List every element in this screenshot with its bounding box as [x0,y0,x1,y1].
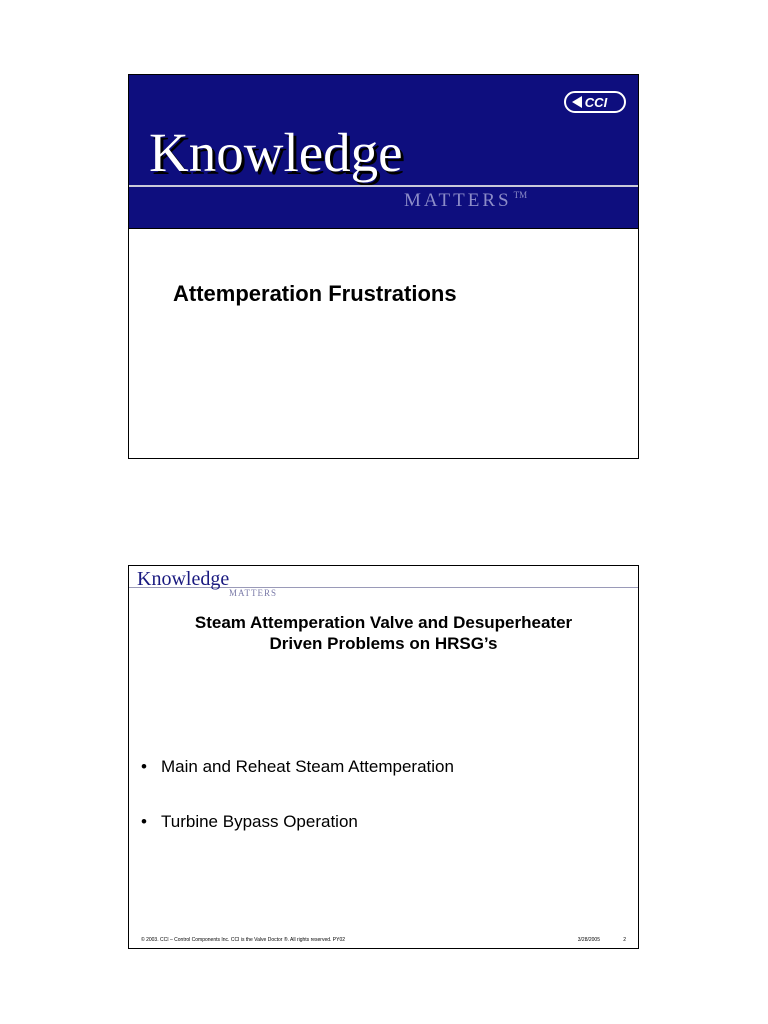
brand-matters-text: MATTERS [404,190,512,211]
brand-matters [404,190,527,212]
cci-logo-icon [564,91,626,113]
bullet-dot-icon: • [141,757,147,776]
logo-text: CCI [584,95,608,110]
footer-copyright: © 2003. CCI – Control Components Inc. CCI is the Valve Doctor ®. All rights reserved. PY02 [141,937,346,943]
slide-2 [128,565,639,949]
slide-2-title-line-2: Driven Problems on HRSG’s [269,634,498,653]
brand-matters-small: MATTERS [229,588,278,598]
footer-page-number: 2 [623,937,626,943]
brand-knowledge-small: Knowledge [137,568,230,590]
title-banner [129,75,638,229]
slide-1 [128,74,639,459]
bullet-dot-icon: • [141,812,147,831]
slide-2-header [129,566,638,602]
footer-date: 3/28/2005 [577,937,600,943]
bullet-item [141,757,454,777]
bullet-item [141,812,358,832]
slide-1-title: Attemperation Frustrations [173,281,457,306]
slide-2-title-line-1: Steam Attemperation Valve and Desuperheater [194,613,573,632]
bullet-text: Main and Reheat Steam Attemperation [161,757,454,776]
slide-2-title [129,612,638,654]
trademark: TM [513,190,528,200]
bullet-text: Turbine Bypass Operation [161,812,358,831]
banner-rule [129,185,638,187]
brand-knowledge: Knowledge [149,122,403,183]
